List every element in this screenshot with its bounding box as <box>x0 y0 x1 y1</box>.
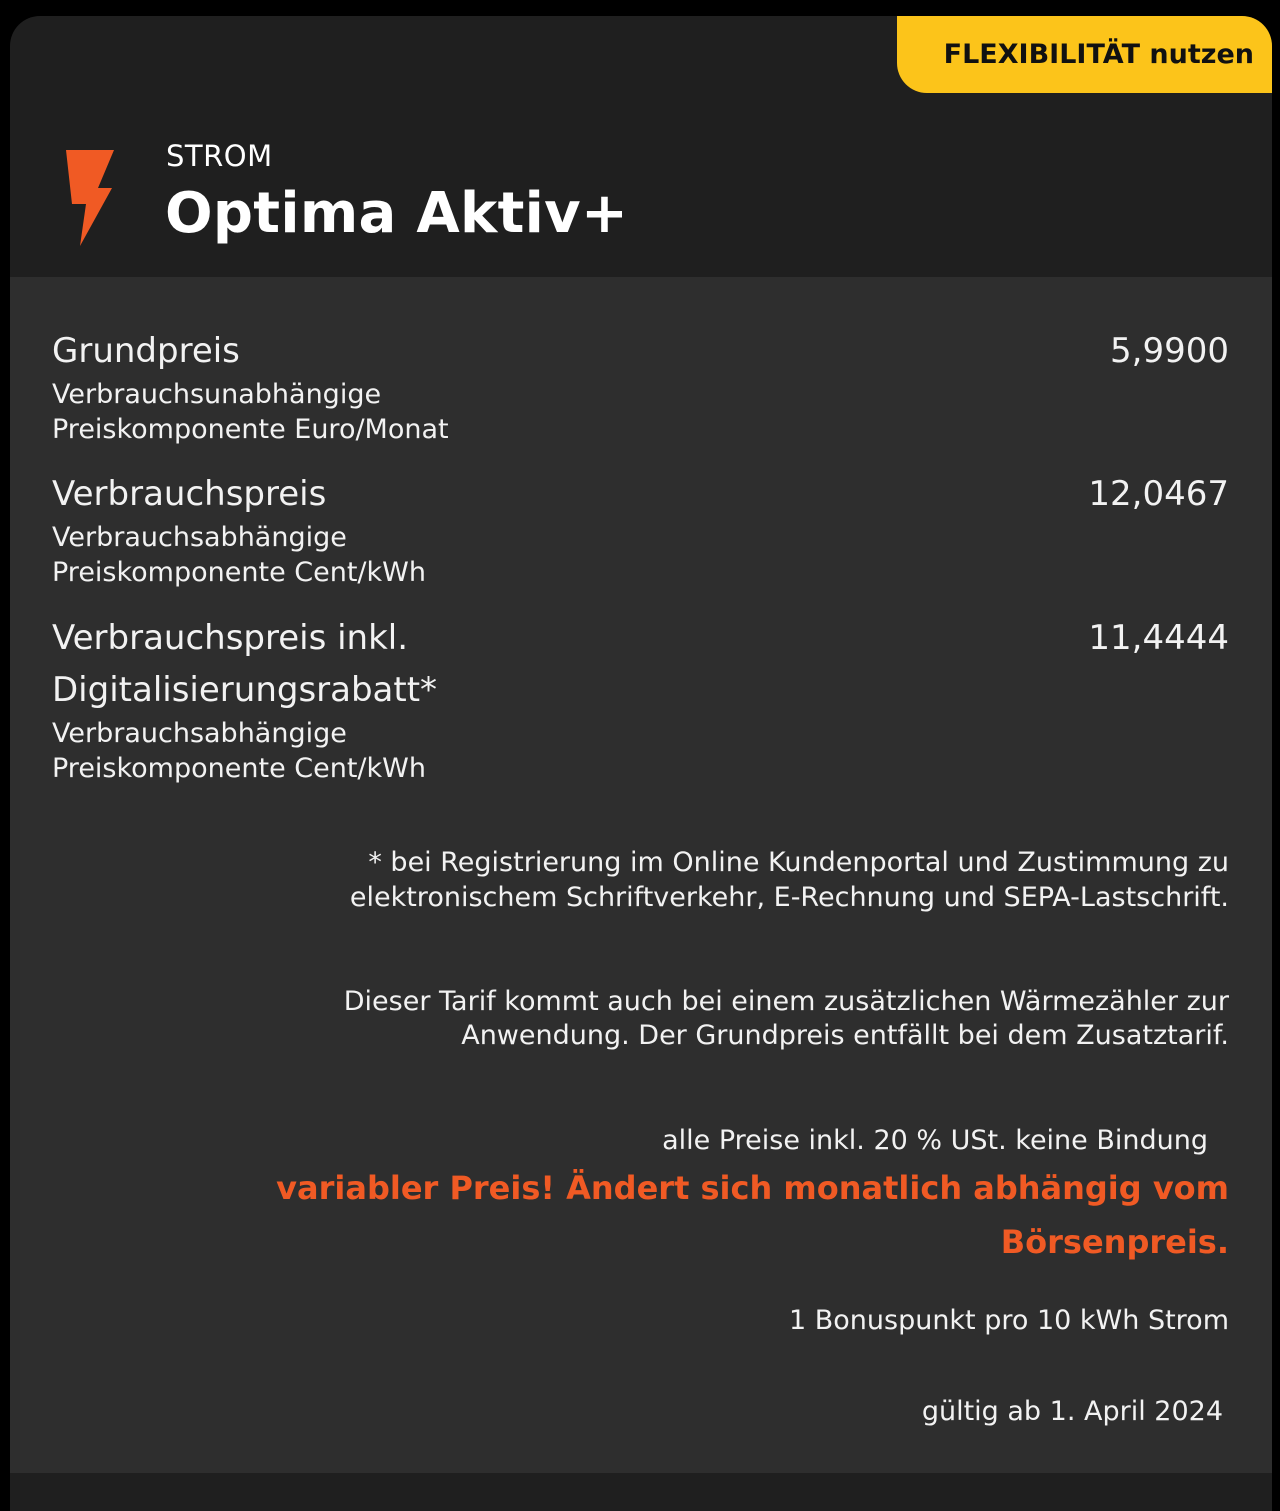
price-desc-line1: Verbrauchsunabhängige <box>52 379 382 410</box>
price-desc-line2: Preiskomponente Cent/kWh <box>52 753 426 784</box>
price-name-line2: Digitalisierungsrabatt* <box>52 670 438 710</box>
flexibility-badge-button[interactable]: FLEXIBILITÄT nutzen <box>897 16 1272 93</box>
tariff-title: Optima Aktiv+ <box>165 181 629 246</box>
footnote-line2: elektronischem Schriftverkehr, E-Rechnung und SEPA-Lastschrift. <box>349 882 1229 913</box>
price-row-grundpreis <box>52 325 1229 447</box>
price-row-verbrauchspreis <box>52 468 1229 590</box>
tariff-card <box>10 16 1272 1511</box>
vat-note: alle Preise inkl. 20 % USt. keine Bindung <box>662 1125 1208 1156</box>
bonus-note: 1 Bonuspunkt pro 10 kWh Strom <box>788 1305 1229 1336</box>
price-value: 5,9900 <box>1110 331 1229 371</box>
heat-meter-note-line2: Anwendung. Der Grundpreis entfällt bei dem Zusatztarif. <box>461 1020 1229 1051</box>
price-row-digital-discount <box>52 612 1229 786</box>
footnote-line1: * bei Registrierung im Online Kundenportal und Zustimmung zu <box>368 847 1229 878</box>
price-desc-line2: Preiskomponente Euro/Monat <box>52 414 449 445</box>
price-name-line1: Verbrauchspreis inkl. <box>52 618 409 658</box>
lightning-bolt-icon <box>62 148 120 248</box>
price-name: Verbrauchspreis <box>52 474 327 514</box>
card-bottom-edge <box>10 1473 1272 1511</box>
price-value: 11,4444 <box>1088 618 1229 658</box>
variable-price-warning-line1: variabler Preis! Ändert sich monatlich abhängig vom <box>276 1169 1229 1207</box>
price-desc-line1: Verbrauchsabhängige <box>52 522 347 553</box>
price-desc-line2: Preiskomponente Cent/kWh <box>52 557 426 588</box>
tariff-category: STROM <box>166 139 273 173</box>
valid-from-note: gültig ab 1. April 2024 <box>921 1396 1223 1427</box>
price-details <box>10 277 1272 1473</box>
price-value: 12,0467 <box>1088 474 1229 514</box>
variable-price-warning-line2: Börsenpreis. <box>1000 1223 1229 1261</box>
price-desc-line1: Verbrauchsabhängige <box>52 718 347 749</box>
price-name: Grundpreis <box>52 331 240 371</box>
heat-meter-note-line1: Dieser Tarif kommt auch bei einem zusätzlichen Wärmezähler zur <box>343 986 1229 1017</box>
